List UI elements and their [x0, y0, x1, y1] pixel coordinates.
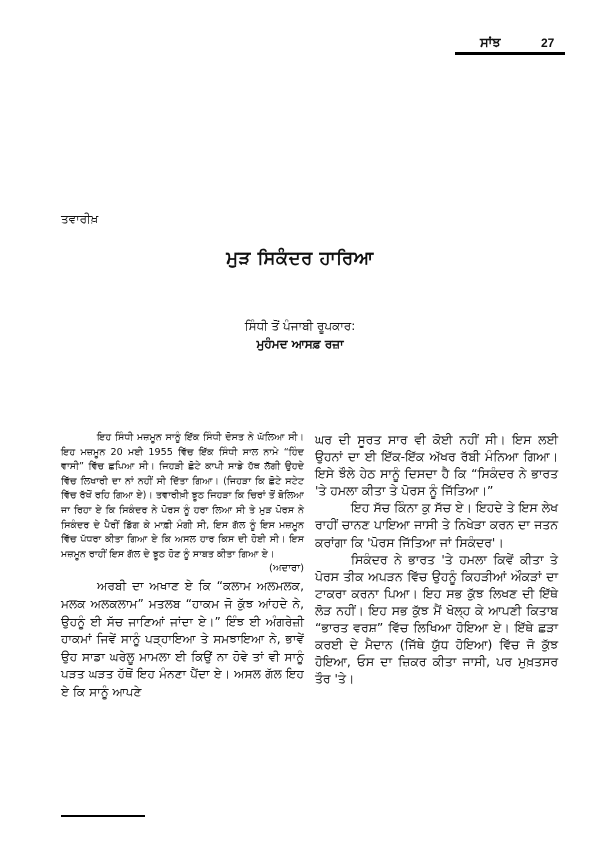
translator-label: ਸਿੰਧੀ ਤੋਂ ਪੰਜਾਬੀ ਰੂਪਕਾਰ:	[244, 319, 356, 333]
right-column	[315, 431, 558, 687]
left-column	[61, 431, 304, 702]
body-paragraph: ਸਿਕੰਦਰ ਨੇ ਭਾਰਤ 'ਤੇ ਹਮਲਾ ਕਿਵੇਂ ਕੀਤਾ ਤੇ ਪੋਰਸ ਤੀਕ ਅਪੜਨ ਵਿੱਚ ਉਹਨੂੰ ਕਿਹੜੀਆਂ ਔਕੜਾਂ ਦਾ ਟਾਕਰਾ ਕਰਨਾ ਪਿਆ। ਇਹ ਸਭ ਕੁੱਝ ਲਿਖਣ ਦੀ ਇੱਥੇ ਲੋੜ ਨਹੀਂ। ਇਹ ਸਭ ਕੁੱਝ ਮੈਂ ਖੋਲ੍ਹ ਕੇ ਆਪਣੀ ਕਿਤਾਬ “ਭਾਰਤ ਵਰਸ਼” ਵਿੱਚ ਲਿਖਿਆ ਹੋਇਆ ਏ। ਇੱਥੇ ਛੜਾ ਕਰਈ ਦੇ ਮੈਦਾਨ (ਜਿੱਥੇ ਯੁੱਧ ਹੋਇਆ) ਵਿੱਚ ਜੋ ਕੁੱਝ ਹੋਇਆ, ਓਸ ਦਾ ਜ਼ਿਕਰ ਕੀਤਾ ਜਾਸੀ, ਪਰ ਮੁਖ਼ਤਸਰ ਤੌਰ 'ਤੇ।	[315, 551, 558, 687]
editor-credit: (ਅਦਾਰਾ)	[269, 563, 304, 575]
translator-name: ਮੁਹੰਮਦ ਆਸਫ਼ ਰਜ਼ਾ	[256, 337, 344, 351]
article-category: ਤਵਾਰੀਖ਼	[61, 212, 99, 226]
editor-note: ਇਹ ਸਿੰਧੀ ਮਜ਼ਮੂਨ ਸਾਨੂੰ ਇੱਕ ਸਿੰਧੀ ਦੋਸਤ ਨੇ ਘੱਲਿਆ ਸੀ। ਇਹ ਮਜ਼ਮੂਨ 20 ਮਈ 1955 ਵਿੱਚ ਇੱਕ ਸਿੰਧੀ ਸਾਲ ਨਾਮੇ “ਹਿੰਦ ਵਾਸੀ” ਵਿੱਚ ਛਪਿਆ ਸੀ। ਜਿਹੜੀ ਛੋਟੇ ਕਾਪੀ ਸਾਡੇ ਹੱਥ ਲੱਗੀ ਉਹਦੇ ਵਿੱਚ ਲਿਖਾਰੀ ਦਾ ਨਾਂ ਨਹੀਂ ਸੀ ਦਿੱਤਾ ਗਿਆ। (ਜਿਹੜਾ ਕਿ ਛੋਟੇ ਸਟੇਟ ਵਿੱਚ ਰੱਖੋਂ ਰਹਿ ਗਿਆ ਏ)। ਤਵਾਰੀਖ਼ੀ ਝੂਠ ਜਿਹੜਾ ਕਿ ਚਿਰਾਂ ਤੋਂ ਬੋਲਿਆ ਜਾ ਰਿਹਾ ਏ ਕਿ ਸਿਕੰਦਰ ਨੇ ਪੋਰਸ ਨੂੰ ਹਰਾ ਲਿਆ ਸੀ ਤੇ ਮੁੜ ਪੋਰਸ ਨੇ ਸਿਕੰਦਰ ਦੇ ਪੈਰੀਂ ਡਿੱਗ ਕੇ ਮਾਫ਼ੀ ਮੰਗੀ ਸੀ, ਇਸ ਗੱਲ ਨੂੰ ਇਸ ਮਜ਼ਮੂਨ ਵਿੱਚ ਪੱਧਰਾ ਕੀਤਾ ਗਿਆ ਏ ਕਿ ਅਸਲ ਹਾਰ ਕਿਸ ਦੀ ਹੋਈ ਸੀ। ਇਸ ਮਜ਼ਮੂਨ ਰਾਹੀਂ ਇਸ ਗੱਲ ਦੇ ਝੂਠ ਹੋਣ ਨੂੰ ਸਾਬਤ ਕੀਤਾ ਗਿਆ ਏ।	[61, 432, 304, 560]
article-title: ਮੁੜ ਸਿਕੰਦਰ ਹਾਰਿਆ	[226, 248, 374, 269]
header-rule	[455, 52, 565, 55]
body-paragraph: ਘਰ ਦੀ ਸੂਰਤ ਸਾਰ ਵੀ ਕੋਈ ਨਹੀਂ ਸੀ। ਇਸ ਲਈ ਉਹਨਾਂ ਦਾ ਈ ਇੱਕ-ਇੱਕ ਅੱਖਰ ਰੱਬੀ ਮੰਨਿਆ ਗਿਆ। ਇਸੇ ਝੌਲੇ ਹੇਠ ਸਾਨੂੰ ਦਿਸਦਾ ਹੈ ਕਿ “ਸਿਕੰਦਰ ਨੇ ਭਾਰਤ 'ਤੇ ਹਮਲਾ ਕੀਤਾ ਤੇ ਪੋਰਸ ਨੂੰ ਜਿੱਤਿਆ।”	[315, 432, 558, 499]
running-header-title: ਸਾਂਝ	[480, 36, 501, 51]
body-paragraph: ਅਰਬੀ ਦਾ ਅਖਾਣ ਏ ਕਿ “ਕਲਾਮ ਅਲਮਲਕ, ਮਲਕ ਅਲਕਲਾਮ” ਮਤਲਬ “ਹਾਕਮ ਜੋ ਕੁੱਝ ਆਂਹਦੇ ਨੇ, ਉਹਨੂੰ ਈ ਸੱਚ ਜਾਣਿਆਂ ਜਾਂਦਾ ਏ।” ਇੰਝ ਈ ਅੰਗਰੇਜ਼ੀ ਹਾਕਮਾਂ ਜਿਵੇਂ ਸਾਨੂੰ ਪੜ੍ਹਾਇਆ ਤੇ ਸਮਝਾਇਆ ਨੇ, ਭਾਵੇਂ ਉਹ ਸਾਡਾ ਘਰੇਲੂ ਮਾਮਲਾ ਈ ਕਿਉਂ ਨਾ ਹੋਵੇ ਤਾਂ ਵੀ ਸਾਨੂੰ ਪੜਤ ਘੜਤ ਹੱਥੋਂ ਇਹ ਮੰਨਣਾ ਪੈਂਦਾ ਏ। ਅਸਲ ਗੱਲ ਇਹ ਏ ਕਿ ਸਾਨੂੰ ਆਪਣੇ	[61, 579, 304, 699]
footer-rule	[61, 815, 145, 817]
page-number: 27	[541, 36, 555, 50]
body-paragraph: ਇਹ ਸੱਚ ਕਿੰਨਾ ਕੁ ਸੱਚ ਏ। ਇਹਦੇ ਤੇ ਇਸ ਲੇਖ ਰਾਹੀਂ ਚਾਨਣ ਪਾਇਆ ਜਾਸੀ ਤੇ ਨਿਖੇੜਾ ਕਰਨ ਦਾ ਜਤਨ ਕਰਾਂਗਾ ਕਿ 'ਪੋਰਸ ਜਿੱਤਿਆ ਜਾਂ ਸਿਕੰਦਰ'।	[315, 500, 558, 550]
